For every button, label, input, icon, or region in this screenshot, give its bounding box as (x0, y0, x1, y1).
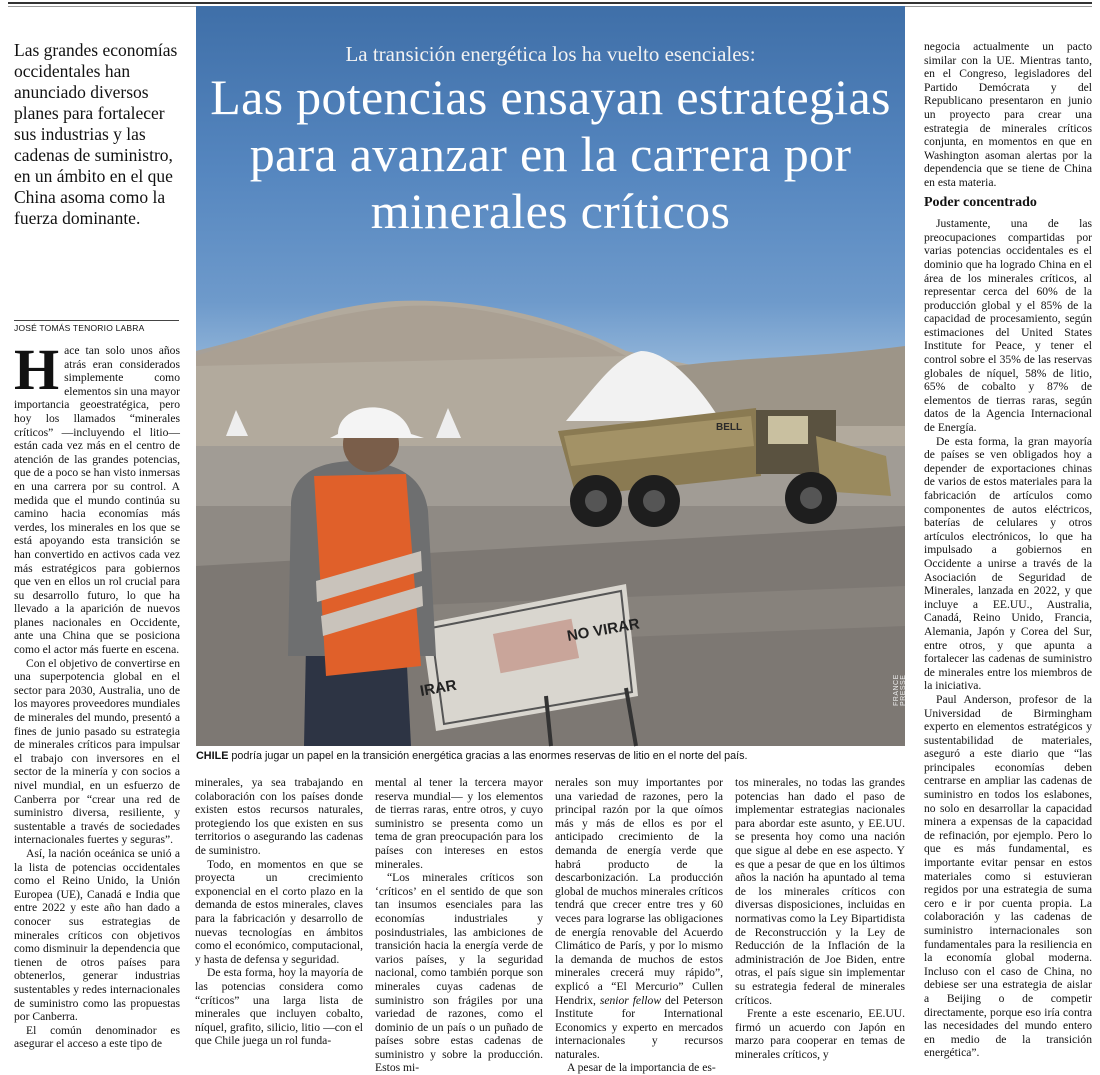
paragraph: minerales, ya sea trabajando en colaboración con los países donde existen estos recursos naturales, protegiendo los que existen en sus territorios o asegurando las cadenas de suministro. (195, 776, 363, 857)
photo-caption (196, 750, 905, 762)
truck-brand: BELL (716, 422, 743, 433)
body-column-1 (14, 337, 180, 1056)
paragraph: El común denominador es asegurar el acceso a este tipo de (14, 1023, 180, 1051)
paragraph: Frente a este escenario, EE.UU. firmó un acuerdo con Japón en marzo para cooperar en temas de minerales críticos, y (735, 1007, 905, 1061)
sign-no-virar-text: NO VIRAR (565, 615, 641, 645)
paragraph: Así, la nación oceánica se unió a la lista de potencias occidentales como el Reino Unido, la Unión Europea (UE), Canadá e India que entre 2022 y este año han dado a conocer sus estrategias de minerales críticos con objetivos como disminuir la dependencia que tienen de otros países para obtenerlos, generar industrias sustentables y redes internacionales de suministro como las propuestas por Canberra. (14, 846, 180, 1024)
subheading: Poder concentrado (924, 194, 1037, 210)
caption-text: podría jugar un papel en la transición energética gracias a las enormes reservas de litio en el norte del país. (228, 750, 748, 762)
hero-photo (196, 6, 905, 746)
photo-credit: FRANCE PRESSE (893, 674, 907, 706)
paragraph: De esta forma, la gran mayoría de países se ven obligados hoy a depender de exportaciones chinas de varios de estos materiales para la fabricación de artículos como componentes de autos eléctricos, baterías de celulares y otros artículos electrónicos, lo que ha impulsado a gobiernos en Occidente a unirse a través de la Asociación de Seguridad de Minerales, lanzada en 2022, y que incluye a EE.UU., Australia, Canadá, Reino Unido, Francia, Alemania, Japón y Corea del Sur, entre otros, y que apunta a fortalecer las cadenas de suministro de minerales entre los miembros de la iniciativa. (924, 434, 1092, 693)
paragraph: Con el objetivo de convertirse en una superpotencia global en el sector para 2030, Australia, uno de los mayores proveedores mundiales de minerales del mundo, presentó a fines de junio pasado su estrategia de minerales críticos para impulsar el trabajo con inversores en el sector de la minería y con socios a nivel mundial, en un esfuerzo de Canberra por “crear una red de suministro diversa, resiliente, y sustentable a través de sociedades internacionales fuertes y seguras”. (14, 656, 180, 847)
paragraph: “Los minerales críticos son ‘críticos’ en el sentido de que son tan insumos esenciales para las economías industriales y posindustriales, las ambiciones de transición hacia la energía verde de varios países, y la seguridad nacional, como también porque son minerales cuyas cadenas de suministro son frágiles por una variedad de razones, como el dominio de un país o un puñado de países sobre estas cadenas de suministro y sobre la producción. Estos mi- (375, 871, 543, 1075)
paragraph: nerales son muy importantes por una variedad de razones, pero la principal razón por la que oímos más y más de ellos es por el anticipado crecimiento de la demanda de energía verde que habrá producto de la descarbonización. La producción global de muchos minerales críticos tendrá que crecer entre tres y 60 veces para lograrse las obligaciones de energía renovable del Acuerdo Climático de París, y por lo mismo la demanda de muchos de estos minerales crecerá muy rápido”, explicó a “El Mercurio” Cullen Hendrix, senior fellow del Peterson Institute for International Economics y experto en mercados internacionales y recursos naturales. (555, 776, 723, 1061)
paragraph: tos minerales, no todas las grandes potencias han dado el paso de implementar estrategias nacionales para abordar este asunto, y EE.UU. se presenta hoy como una nación que sigue al debe en ese aspecto. Y es que a pesar de que en los últimos años la nación ha apuntado al tema de los minerales críticos con diversas disposiciones, incluidas en normativas como la Ley Bipartidista de Reconstrucción y la Ley de Reducción de la Inflación de la administración de Joe Biden, entre otras, el país sigue sin implementar su estrategia federal de minerales críticos. (735, 776, 905, 1007)
kicker: La transición energética los ha vuelto esenciales: (345, 42, 756, 66)
top-rule (8, 2, 1092, 4)
paragraph: Justamente, una de las preocupaciones compartidas por varias potencias occidentales es el dominio que ha logrado China en el área de los minerales críticos, al representar cerca del 60% de la producción global y el 85% de la capacidad de procesamiento, según estimaciones del United States Institute for Peace, y tener el control sobre el 35% de las reservas globales de níquel, 58% de litio, 65% de cobalto y 87% de elementos de tierras raras, según datos de la Agencia Internacional de Energía. (924, 217, 1092, 435)
paragraph: De esta forma, hoy la mayoría de las potencias considera como “críticos” una larga lista de minerales que incluyen cobalto, níquel, grafito, silicio, litio —con el que Chile juega un rol funda- (195, 966, 363, 1048)
paragraph: Paul Anderson, profesor de la Universidad de Birmingham experto en elementos estratégicos y sustentabilidad de materiales, aseguró a este diario que “las principales economías deben centrarse en ampliar las cadenas de suministro en todos los eslabones, no solo en desarrollar la capacidad minera a expensas de la capacidad de refinación, por ejemplo. Pero lo que es más fundamental, es importante evitar pensar en estos materiales como si estuvieran regidos por una estrategia de suma cero e ir por cuenta propia. La colaboración y las cadenas de suministro internacionales son fundamentales para la resiliencia en la economía global moderna. Incluso con el caso de China, no debiese ser una estrategia de aislar a Beijing o de competir directamente, porque eso iría contra las necesidades del mundo entero en medio de la transición energética”. (924, 692, 1092, 1060)
paragraph: mental al tener la tercera mayor reserva mundial— y los elementos de tierras raras, entre otros, y cuyo suministro se presenta como un tema de gran preocupación para los países con intereses en estos minerales. (375, 776, 543, 871)
dropcap: H (14, 337, 60, 402)
paragraph: Todo, en momentos en que se proyecta un crecimiento exponencial en el corto plazo en la demanda de estos minerales, claves para la fabricación y desarrollo de nuevas tecnologías en ámbitos como el económico, computacional, y hasta de defensa y seguridad. (195, 857, 363, 966)
paragraph: A pesar de la importancia de es- (567, 1061, 716, 1075)
paragraph: negocia actualmente un pacto similar con la UE. Mientras tanto, en el Congreso, legisladores del Partido Demócrata y del Republicano presentaron en junio un proyecto para crear una estrategia de minerales críticos conjunta, en momentos en que en Washington asoman alertas por la dependencia que se tiene de China en esta materia. (924, 40, 1092, 189)
body-column-4 (555, 776, 723, 1075)
sign-partial-text: IRAR (418, 676, 458, 700)
body-column-6 (924, 40, 1092, 1060)
body-column-5 (735, 776, 905, 1061)
paragraph: Hace tan solo unos años atrás eran considerados simplemente como elementos sin una mayor importancia geoestratégica, pero hoy los llamados “minerales críticos” —incluyendo el litio— están cada vez más en el centro de atención de las grandes potencias, que de a poco se han visto inmersas en una carrera por su control. A medida que el mundo continúa su camino hacia economías más verdes, los minerales en los que se está apoyando esta transición se han convertido en activos cada vez más estratégicos para gobiernos que ven en ellos un rol crucial para su desarrollo futuro, lo que ha llevado a la aparición de nuevos planes nacionales en Occidente, ante una China que se posiciona como el actor más fuerte en escena. (14, 337, 180, 657)
headline: Las potencias ensayan estrategias para avanzar en la carrera por minerales críticos (210, 69, 891, 239)
body-column-2 (195, 776, 363, 1056)
byline-rule (14, 320, 179, 321)
byline: JOSÉ TOMÁS TENORIO LABRA (14, 323, 145, 333)
caption-lead: CHILE (196, 750, 229, 762)
body-column-3 (375, 776, 543, 1075)
article-summary: Las grandes economías occidentales han anunciado diversos planes para fortalecer sus industrias y las cadenas de suministro, en un ámbito en el que China asoma como la fuerza dominante. (14, 40, 178, 228)
